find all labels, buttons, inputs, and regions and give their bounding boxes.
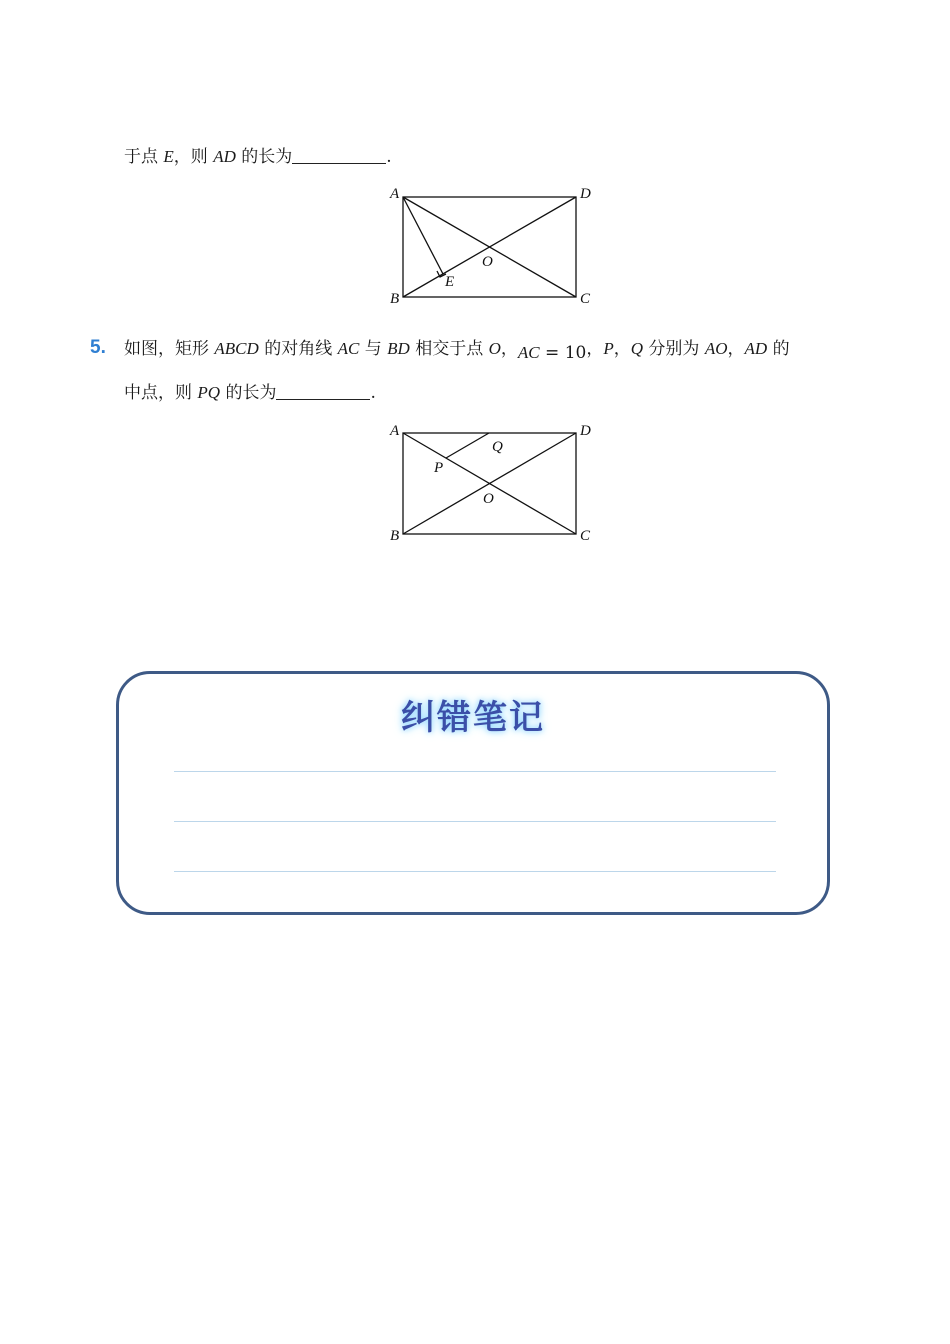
q5-text: 中点，则: [124, 383, 198, 403]
q5-text: 的长为: [220, 383, 277, 403]
q5-text: 的: [767, 339, 790, 359]
q4-text: ，则: [173, 147, 214, 167]
q5-period: .: [370, 383, 376, 403]
q5-text: 与: [359, 339, 388, 359]
label-d: D: [580, 186, 591, 202]
q5-text: 分别为: [643, 339, 705, 359]
q5-text-line-2: [124, 382, 376, 404]
label-a: A: [390, 186, 400, 202]
math-var: PQ: [197, 383, 221, 402]
notes-title: 纠错笔记: [401, 698, 545, 738]
label-p: P: [434, 460, 444, 476]
math-var: AD: [213, 147, 236, 166]
math-var: E: [163, 147, 174, 166]
q5-text: ，: [586, 339, 604, 359]
label-b: B: [390, 528, 400, 544]
math-number: 10: [564, 343, 587, 363]
label-q: Q: [492, 439, 503, 455]
q5-text: ，: [500, 339, 518, 359]
math-var: Q: [630, 339, 644, 358]
math-var: AO: [704, 339, 728, 358]
q4-period: .: [386, 147, 392, 167]
label-o: O: [482, 254, 493, 270]
label-d: D: [580, 423, 591, 439]
note-line[interactable]: [174, 821, 776, 822]
note-line[interactable]: [174, 771, 776, 772]
q5-figure: [384, 419, 604, 553]
math-var: ABCD: [214, 339, 259, 358]
math-equation: [518, 342, 586, 364]
note-line[interactable]: [174, 871, 776, 872]
q5-text: 的对角线: [258, 339, 338, 359]
q5-text-line-1: [124, 338, 790, 364]
label-e: E: [445, 274, 455, 290]
segment-pq: [446, 433, 489, 458]
label-c: C: [580, 291, 591, 307]
label-b: B: [390, 291, 400, 307]
math-var: P: [603, 339, 614, 358]
rectangle-diagram: [384, 419, 604, 549]
math-equals: =: [539, 343, 565, 363]
answer-blank[interactable]: [276, 383, 370, 400]
math-var: AC: [517, 343, 540, 362]
q4-text: 的长为: [235, 147, 293, 167]
q5-text: 如图，矩形: [124, 339, 215, 359]
label-a: A: [390, 423, 400, 439]
q5-text: ，: [613, 339, 631, 359]
math-var: BD: [387, 339, 410, 358]
label-o: O: [483, 491, 494, 507]
label-c: C: [580, 528, 591, 544]
q4-text: 于点: [124, 147, 164, 167]
correction-notes-box: [116, 671, 830, 915]
q5-text: ，: [727, 339, 745, 359]
math-var: AC: [337, 339, 360, 358]
answer-blank[interactable]: [292, 147, 386, 164]
math-var: AD: [744, 339, 768, 358]
rectangle-diagram: [384, 182, 604, 312]
math-var: O: [488, 339, 501, 358]
q4-figure: [384, 182, 604, 316]
q4-text-line: [124, 146, 392, 168]
question-number: 5.: [90, 337, 106, 358]
q5-text: 相交于点: [409, 339, 489, 359]
